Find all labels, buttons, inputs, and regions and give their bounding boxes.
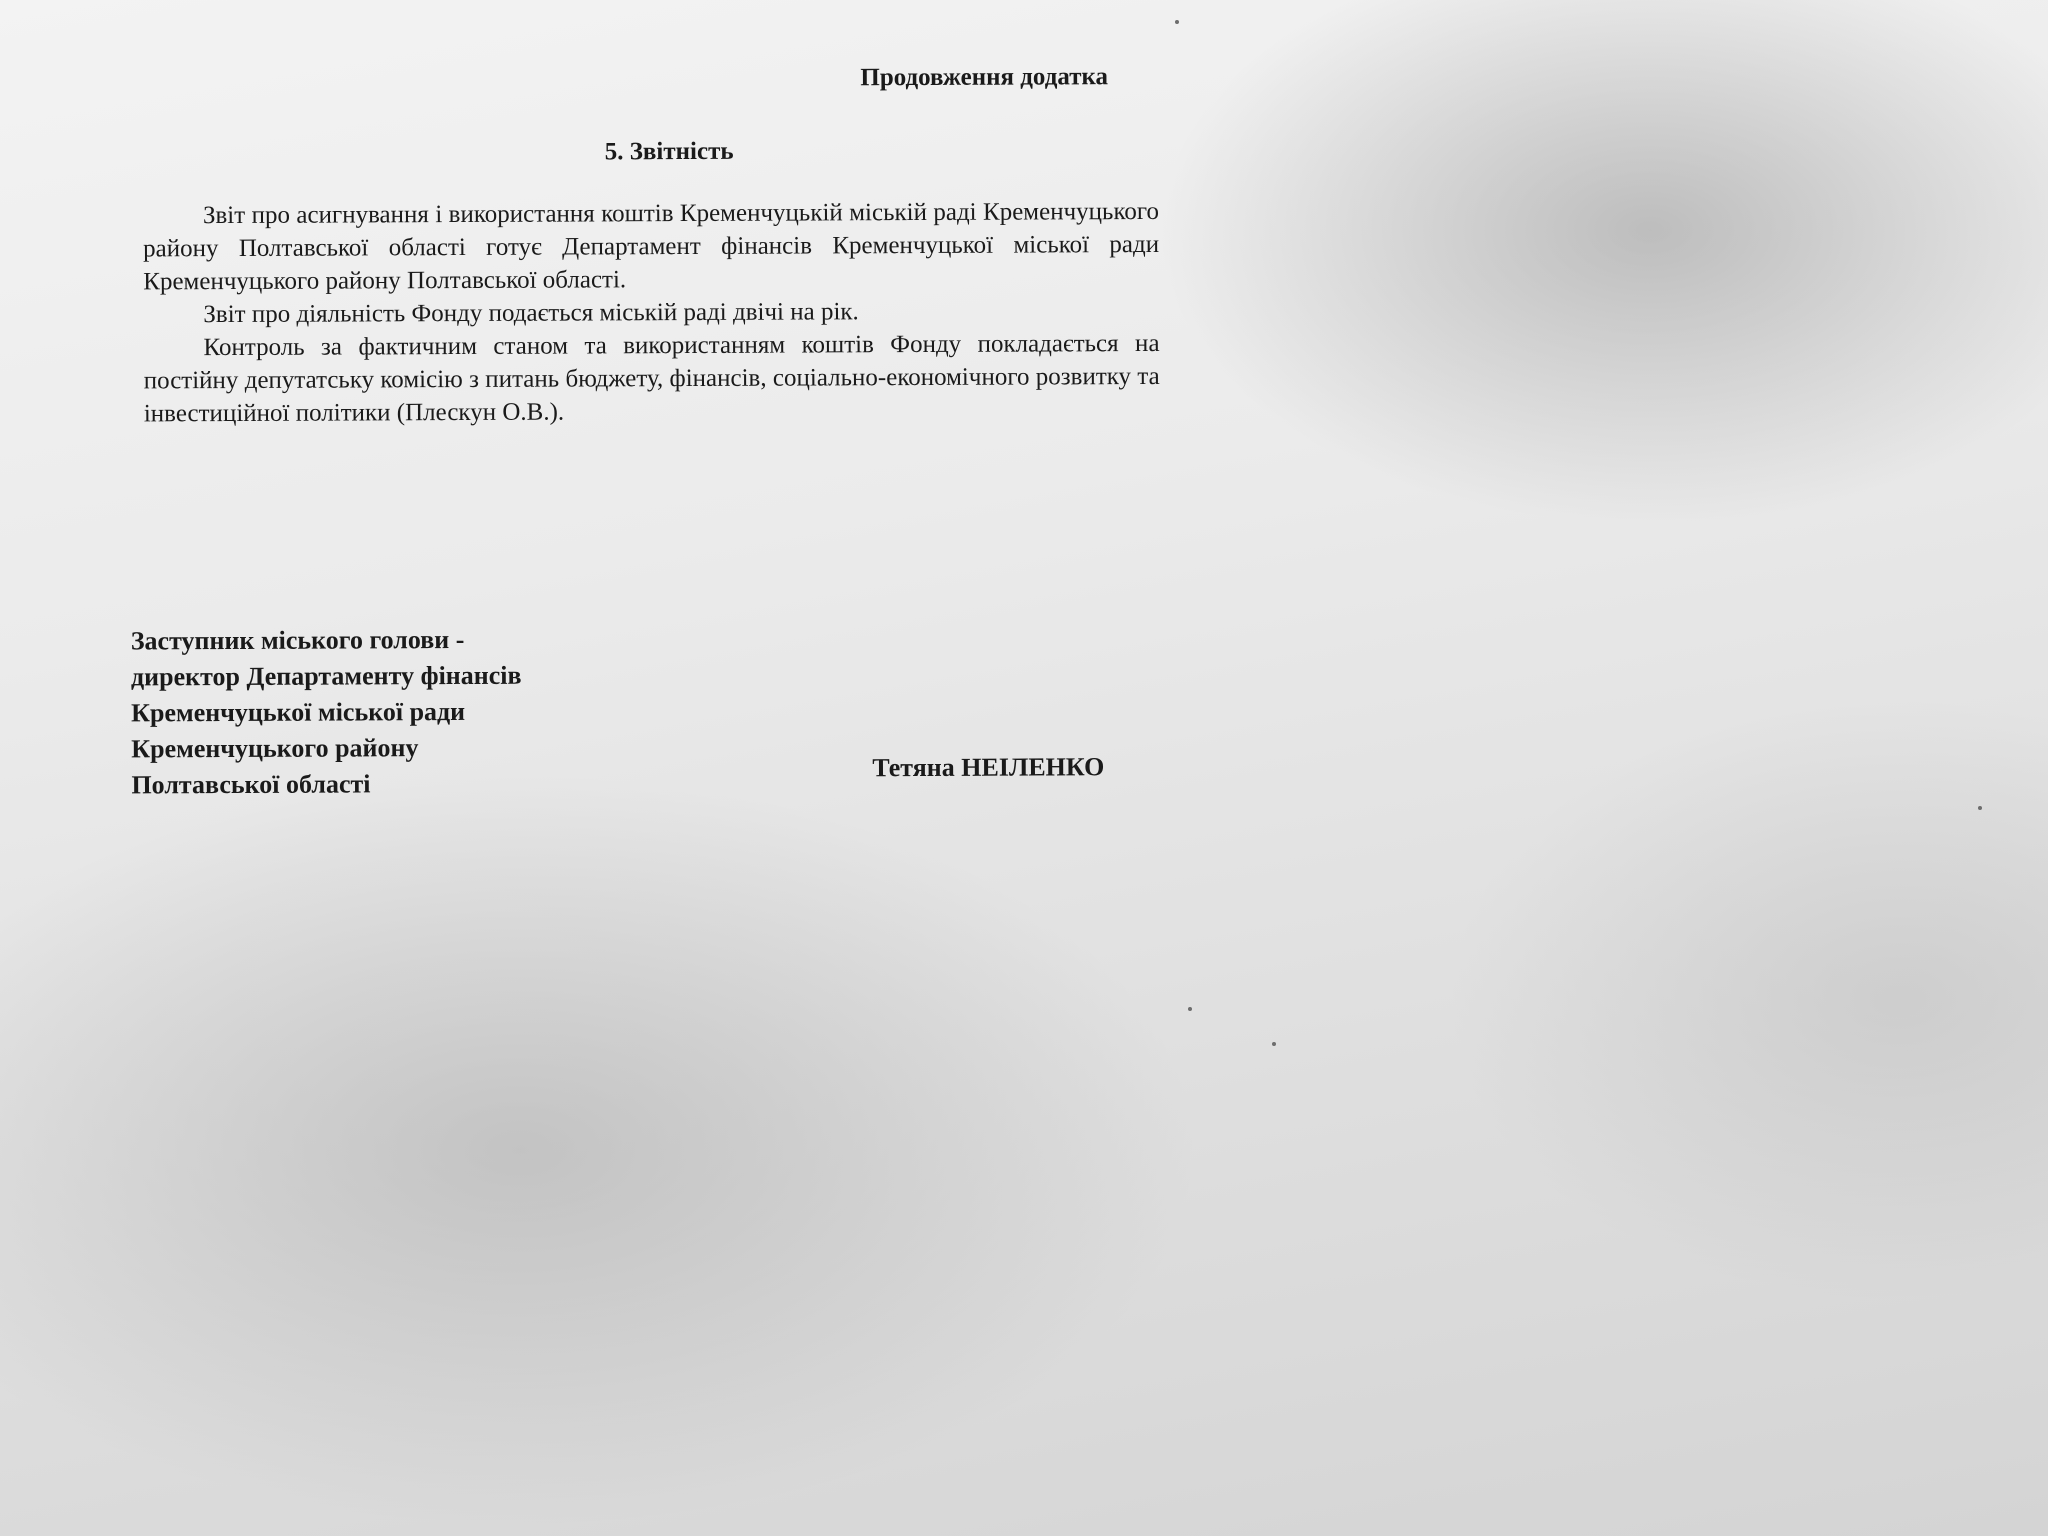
signatory-name: Тетяна НЕІЛЕНКО (872, 752, 1105, 783)
paper-speck (1272, 1042, 1276, 1046)
position-line: Заступник міського голови - (130, 624, 465, 656)
report-body (143, 195, 1160, 430)
signatory-position (131, 622, 522, 804)
position-line: директор Департаменту фінансів (130, 660, 522, 692)
paragraph-appropriation-report: Звіт про асигнування і використання коштів Кременчуцькій міській раді Кременчуцького району Полтавської області готує Департамент фінансів Кременчуцької міської ради Кременчуцького району Полтавської області. (143, 197, 1160, 296)
paper-speck (1175, 20, 1179, 24)
position-line: Полтавської області (131, 769, 371, 800)
paper-speck (1188, 1007, 1192, 1011)
appendix-continuation-note: Продовження додатка (860, 63, 1109, 92)
paragraph-control-commission: Контроль за фактичним станом та використанням коштів Фонду покладається на постійну депутатську комісію з питань бюджету, фінансів, соціально-економічного розвитку та інвестиційної політики (Плескун О.В.). (143, 329, 1160, 428)
paragraph-fund-activity-report: Звіт про діяльність Фонду подається міській раді двічі на рік. (203, 298, 859, 329)
position-line: Кременчуцького району (131, 733, 419, 764)
paper-speck (1978, 806, 1982, 810)
position-line: Кременчуцької міської ради (131, 696, 466, 728)
section-title: 5. Звітність (604, 137, 734, 166)
